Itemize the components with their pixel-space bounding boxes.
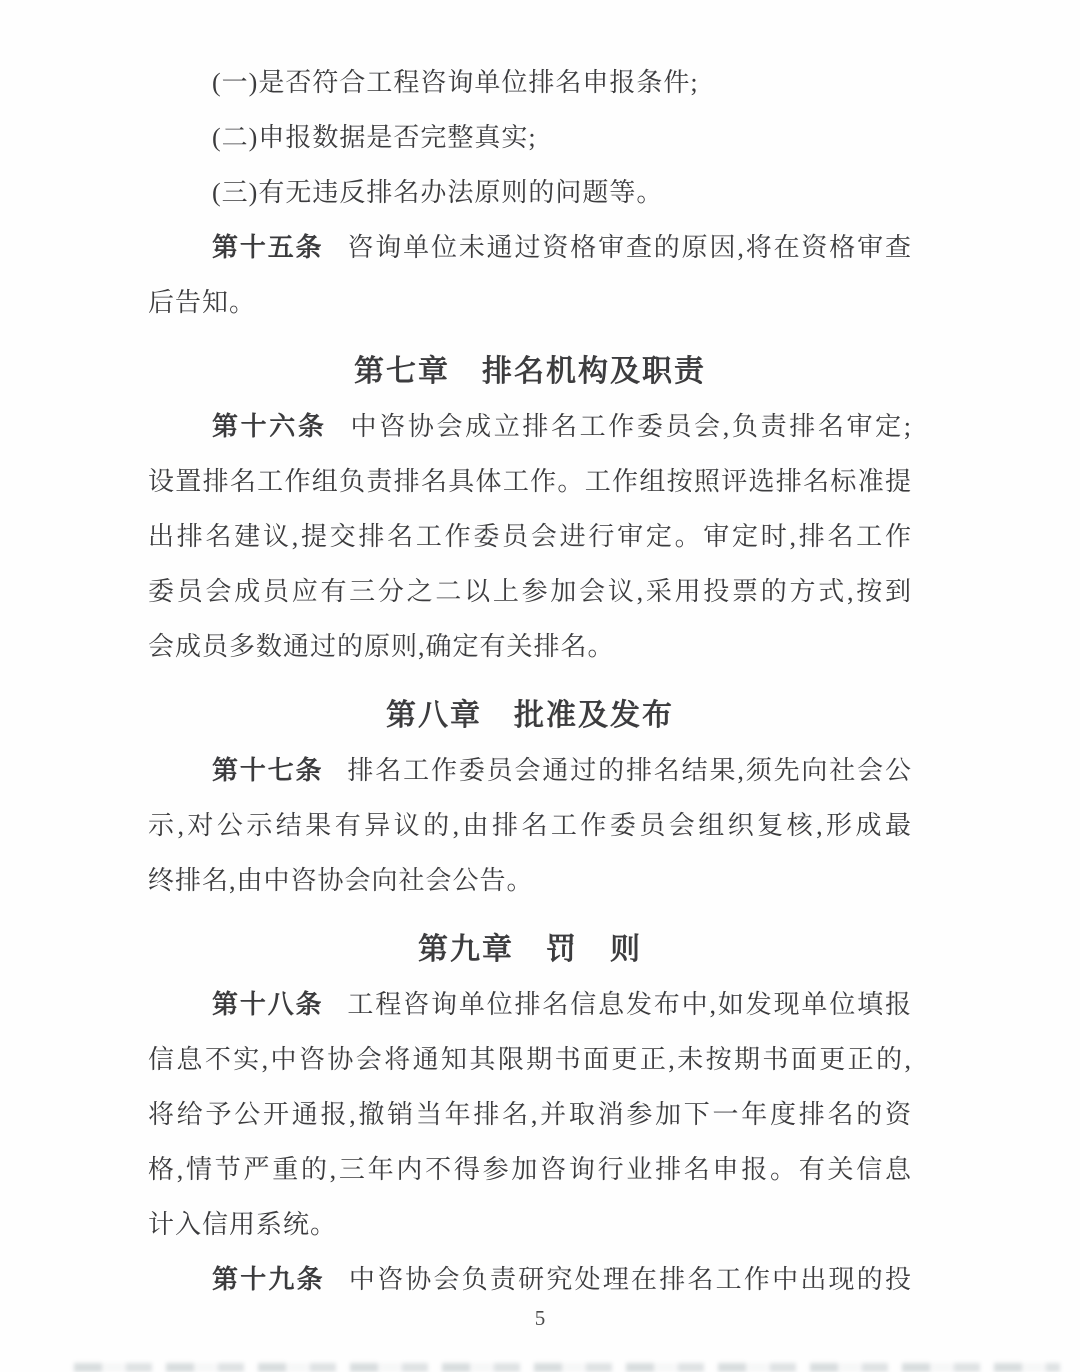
clause-line-3 <box>148 165 912 220</box>
article-16-line-3 <box>148 509 912 564</box>
article-text: 终排名,由中咨协会向社会公告。 <box>148 866 534 895</box>
article-15-line-1 <box>148 220 912 275</box>
article-text: 咨询单位未通过资格审查的原因,将在资格审查 <box>347 233 912 262</box>
chapter-8-heading: 第八章 批准及发布 <box>386 699 674 732</box>
article-text: 示,对公示结果有异议的,由排名工作委员会组织复核,形成最 <box>148 811 912 840</box>
article-18-line-4 <box>148 1142 912 1197</box>
article-17-line-3 <box>148 853 912 908</box>
chapter-9-heading: 第九章 罚 则 <box>418 933 642 966</box>
article-16-line-1 <box>148 399 912 454</box>
article-text: 工程咨询单位排名信息发布中,如发现单位填报 <box>347 990 912 1019</box>
text-column <box>148 55 912 1307</box>
clause-text: (三)有无违反排名办法原则的问题等。 <box>212 178 664 207</box>
article-18-line-3 <box>148 1087 912 1142</box>
article-18-line-2 <box>148 1032 912 1087</box>
clause-line-2 <box>148 110 912 165</box>
article-18-line-5 <box>148 1197 912 1252</box>
article-19-number: 第十九条 <box>212 1265 325 1294</box>
article-text: 中咨协会负责研究处理在排名工作中出现的投 <box>348 1265 912 1294</box>
article-text: 后告知。 <box>148 288 257 317</box>
article-text: 计入信用系统。 <box>148 1210 338 1239</box>
article-text: 格,情节严重的,三年内不得参加咨询行业排名申报。有关信息 <box>148 1155 912 1184</box>
article-17-line-2 <box>148 798 912 853</box>
article-text: 会成员多数通过的原则,确定有关排名。 <box>148 632 615 661</box>
article-16-number: 第十六条 <box>212 412 327 441</box>
article-text: 出排名建议,提交排名工作委员会进行审定。审定时,排名工作 <box>148 522 912 551</box>
article-text: 排名工作委员会通过的排名结果,须先向社会公 <box>347 756 912 785</box>
article-19-line-1 <box>148 1252 912 1307</box>
article-text: 中咨协会成立排名工作委员会,负责排名审定; <box>350 412 912 441</box>
article-17-line-1 <box>148 743 912 798</box>
article-18-number: 第十八条 <box>212 990 324 1019</box>
article-text: 委员会成员应有三分之二以上参加会议,采用投票的方式,按到 <box>148 577 912 606</box>
article-16-line-2 <box>148 454 912 509</box>
article-text: 设置排名工作组负责排名具体工作。工作组按照评选排名标准提 <box>148 467 912 496</box>
clause-line-1 <box>148 55 912 110</box>
article-18-line-1 <box>148 977 912 1032</box>
clause-text: (二)申报数据是否完整真实; <box>212 123 537 152</box>
article-16-line-5 <box>148 619 912 674</box>
article-17-number: 第十七条 <box>212 756 324 785</box>
chapter-7-heading: 第七章 排名机构及职责 <box>354 355 706 388</box>
article-15-line-2 <box>148 275 912 330</box>
article-text: 信息不实,中咨协会将通知其限期书面更正,未按期书面更正的, <box>148 1045 912 1074</box>
article-16-line-4 <box>148 564 912 619</box>
page-number: 5 <box>534 1306 546 1330</box>
article-15-number: 第十五条 <box>212 233 324 262</box>
article-text: 将给予公开通报,撤销当年排名,并取消参加下一年度排名的资 <box>148 1100 912 1129</box>
clause-text: (一)是否符合工程咨询单位排名申报条件; <box>212 68 699 97</box>
next-page-edge <box>60 1363 1060 1372</box>
